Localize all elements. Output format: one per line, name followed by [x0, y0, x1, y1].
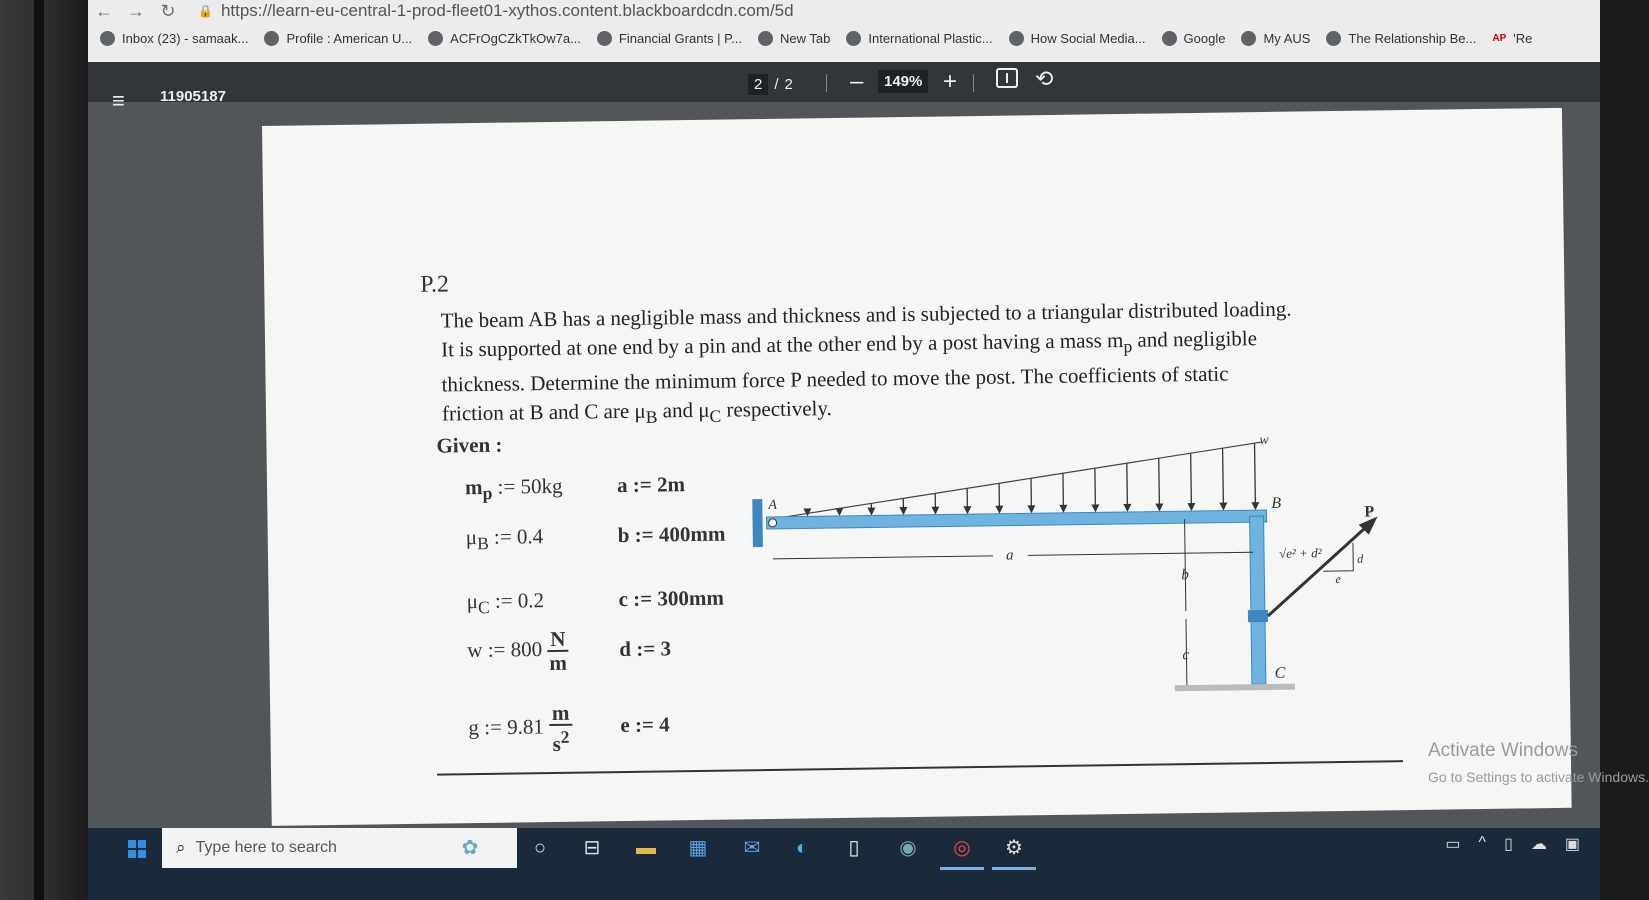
bookmark-label: ACFrOgCZkTkOw7a... [450, 30, 581, 46]
bookmark-item[interactable] [1492, 31, 1532, 46]
activate-windows-watermark: Activate Windows Go to Settings to activate Windows. [1428, 740, 1649, 785]
bookmark-item[interactable] [846, 31, 992, 46]
bookmark-item[interactable] [1162, 31, 1226, 46]
rotate-icon[interactable]: ⟲ [1035, 66, 1054, 91]
bookmark-label: How Social Media... [1030, 30, 1146, 46]
bookmark-label: My AUS [1263, 30, 1311, 46]
bookmark-label: 'Re [1513, 30, 1533, 46]
search-placeholder: Type here to search [195, 839, 337, 856]
pdf-toolbar [88, 62, 1600, 113]
given-g: g := 9.81 $\frac{m}{s^2}$ [468, 702, 573, 756]
subscript: p [1123, 336, 1133, 357]
bookmark-label: Profile : American U... [286, 30, 413, 46]
load-arrowhead [1155, 503, 1163, 511]
page-current-input[interactable]: 2 [748, 74, 768, 95]
load-arrowhead [963, 506, 971, 514]
given-b: b := 400mm [617, 521, 726, 548]
google-icon [1162, 31, 1177, 46]
bookmark-label: New Tab [780, 30, 831, 46]
windows-taskbar [88, 828, 1600, 900]
zoom-in-button[interactable]: + [943, 68, 958, 95]
dim-a-line [773, 556, 993, 559]
load-arrowhead [1219, 503, 1227, 511]
given-e: e := 4 [620, 712, 670, 738]
windows-start-icon[interactable] [128, 840, 146, 858]
bookmark-item[interactable] [758, 31, 830, 46]
zoom-out-button[interactable]: – [850, 68, 864, 95]
given-c: c := 300mm [618, 585, 725, 612]
load-arrowhead [1251, 502, 1259, 510]
load-arrow [1255, 443, 1256, 506]
bookmark-item[interactable] [428, 31, 581, 46]
keyboard-icon[interactable]: ▭ [1445, 836, 1461, 853]
problem-line: and negligible [1132, 326, 1258, 352]
notepad-icon[interactable]: ▯ [848, 837, 860, 859]
load-arrow [1159, 458, 1160, 507]
load-arrowhead [1091, 504, 1099, 512]
address-bar-url[interactable]: https://learn-eu-central-1-prod-fleet01-xythos.content.blackboardcdn.com/5d [220, 1, 794, 20]
bookmarks-bar [88, 18, 1600, 58]
globe-icon [1241, 31, 1256, 46]
bookmark-label: Inbox (23) - samaak... [122, 30, 249, 46]
problem-line: thickness. Determine the minimum force P needed to move the post. The coefficients of static [441, 361, 1229, 397]
store-icon[interactable]: ▦ [688, 837, 708, 859]
document-title: 11905187 [160, 88, 226, 105]
load-arrows [803, 443, 1260, 516]
post-bc [1250, 516, 1266, 684]
post-collar [1248, 610, 1268, 622]
problem-line: and μ [657, 397, 710, 423]
dim-a-line [1028, 552, 1253, 555]
search-icon: ⌕ [176, 838, 186, 857]
slope-triangle [1323, 543, 1353, 571]
load-arrowhead [899, 507, 907, 515]
label-hypotenuse: √e² + d² [1278, 545, 1322, 561]
load-arrowhead [1059, 505, 1067, 513]
bookmark-label: Financial Grants | P... [618, 30, 743, 46]
network-icon[interactable]: ▣ [1564, 836, 1580, 853]
load-arrow [1223, 448, 1224, 506]
horizontal-rule [437, 760, 1403, 775]
given-a: a := 2m [616, 472, 686, 498]
label-c-dim: c [1182, 647, 1190, 664]
label-a-dim: a [1005, 547, 1014, 564]
chrome-icon[interactable]: ◎ [948, 834, 976, 862]
cortana-icon[interactable]: ○ [533, 837, 547, 859]
reload-icon[interactable]: ↻ [160, 1, 176, 21]
beam-diagram [751, 430, 1405, 739]
given-mu-c: $\mu_C$ := 0.2 [466, 588, 545, 618]
back-arrow-icon[interactable]: ← [95, 1, 113, 21]
settings-gear-icon[interactable]: ⚙ [1000, 834, 1028, 862]
mail-icon[interactable]: ✉ [743, 837, 761, 859]
load-arrow [1191, 453, 1192, 507]
zoom-level-input[interactable]: 149% [878, 70, 928, 93]
label-a-point: A [768, 497, 778, 513]
bookmark-label: Google [1183, 30, 1226, 46]
load-arrow [1127, 463, 1128, 508]
bookmark-item[interactable] [1326, 31, 1476, 46]
hamburger-menu-icon[interactable]: ≡ [112, 88, 125, 113]
system-tray [1445, 834, 1600, 854]
dim-b-line [1185, 519, 1186, 611]
problem-line: It is supported at one end by a pin and at the other end by a post having a mass m [440, 327, 1124, 362]
edge-icon[interactable]: ◐ [795, 837, 809, 859]
page-indicator [748, 74, 793, 95]
load-arrowhead [1123, 504, 1131, 512]
label-w: w [1259, 432, 1269, 449]
toolbar-divider [973, 74, 974, 92]
drop-icon [597, 31, 612, 46]
problem-statement [441, 294, 1363, 435]
fit-page-icon[interactable] [996, 68, 1018, 88]
subscript: C [709, 405, 722, 427]
load-arrowhead [995, 506, 1003, 514]
toolbar-divider [826, 74, 827, 92]
problem-line: The beam AB has a negligible mass and thickness and is subjected to a triangular distributed loading. [440, 296, 1292, 333]
bookmark-item[interactable] [1009, 31, 1146, 46]
globe-icon [846, 31, 861, 46]
page-separator: / [774, 76, 779, 93]
bookmark-label: International Plastic... [868, 30, 993, 46]
forward-arrow-icon[interactable]: → [127, 1, 145, 21]
bookmark-item[interactable] [597, 31, 742, 46]
bookmark-item[interactable] [1241, 31, 1310, 46]
browser-chrome [88, 0, 1600, 62]
task-view-icon[interactable]: ⊟ [583, 837, 601, 859]
pdf-page [262, 108, 1572, 826]
globe-icon [264, 31, 279, 46]
load-arrow [1095, 468, 1096, 508]
load-arrowhead [1027, 505, 1035, 513]
book-icon [1326, 31, 1341, 46]
bookmark-item[interactable] [264, 31, 412, 46]
file-explorer-icon[interactable]: ▬ [636, 837, 656, 859]
box-icon [758, 31, 773, 46]
given-mu-b: $\mu_B$ := 0.4 [465, 524, 544, 554]
label-d: d [1357, 551, 1364, 566]
pin-a [769, 519, 777, 527]
label-b-point: B [1271, 494, 1282, 512]
bookmark-label: The Relationship Be... [1348, 30, 1477, 46]
cloud-icon[interactable]: ☁ [1530, 836, 1547, 853]
label-p: P [1364, 503, 1375, 521]
load-arrowhead [931, 507, 939, 515]
chevron-up-icon[interactable]: ^ [1478, 834, 1487, 851]
problem-number: P.2 [420, 271, 450, 298]
load-envelope [772, 442, 1263, 519]
problem-line: friction at B and C are μ [441, 398, 646, 426]
given-mp: $m_p$ := 50kg [464, 473, 563, 504]
problem-line: respectively. [721, 396, 832, 422]
ap-icon: AP [1492, 32, 1507, 44]
label-c-point: C [1274, 664, 1286, 682]
page-total: 2 [784, 76, 793, 93]
gmail-icon [100, 31, 115, 46]
given-heading: Given : [436, 432, 503, 458]
load-arrowhead [1187, 503, 1195, 511]
lock-icon: 🔒 [198, 4, 213, 18]
monitor-bezel [0, 0, 88, 900]
pin-wall [752, 499, 763, 547]
given-d: d := 3 [619, 636, 672, 662]
app-icon[interactable]: ◉ [899, 837, 917, 859]
load-arrowhead [867, 507, 875, 515]
label-e: e [1335, 571, 1341, 587]
bookmark-item[interactable] [100, 31, 248, 46]
globe-icon [428, 31, 443, 46]
beam-ab [767, 510, 1267, 529]
battery-icon[interactable]: ▯ [1504, 836, 1513, 853]
subscript: B [645, 406, 658, 428]
ground [1175, 684, 1295, 692]
label-b-dim: b [1181, 567, 1189, 584]
bolt-icon [1009, 31, 1024, 46]
given-w: w := 800 $\frac{N}{m}$ [467, 626, 568, 676]
search-highlight-icon[interactable]: ✿ [461, 837, 479, 859]
